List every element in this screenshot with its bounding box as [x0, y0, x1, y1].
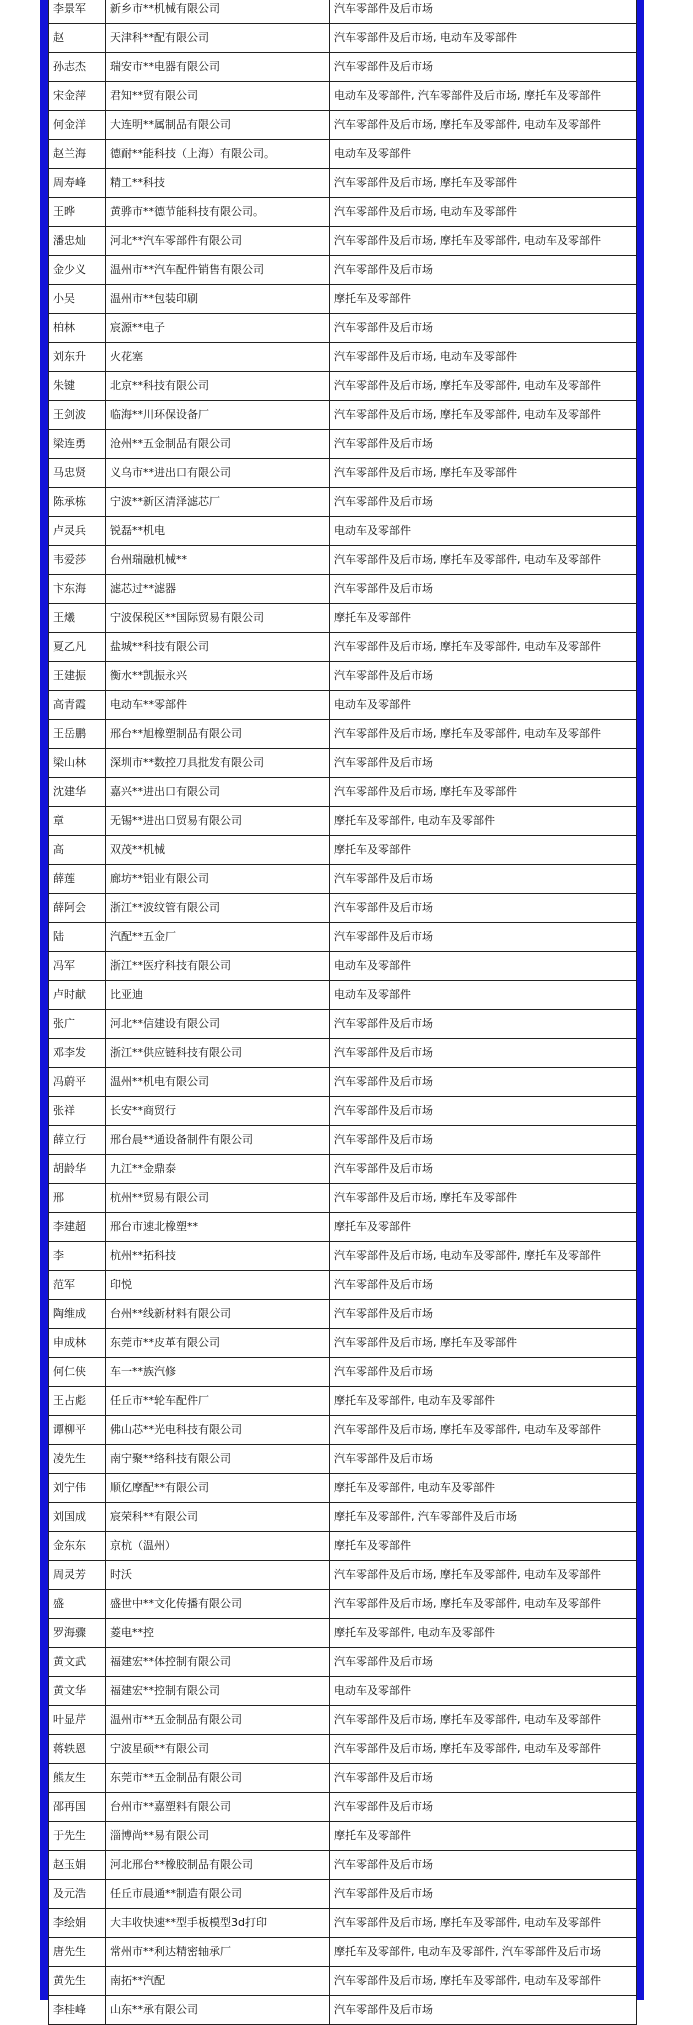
contact-name-cell: 何金洋 — [49, 111, 106, 140]
table-row — [49, 1329, 637, 1358]
contact-name-cell: 潘忠灿 — [49, 227, 106, 256]
table-row — [49, 1242, 637, 1271]
company-name-cell: 时沃 — [106, 1561, 330, 1590]
company-name-cell: 台州市**嘉塑料有限公司 — [106, 1793, 330, 1822]
category-cell: 摩托车及零部件 — [330, 285, 637, 314]
table-row — [49, 923, 637, 952]
contact-name-cell: 金东东 — [49, 1532, 106, 1561]
category-cell: 汽车零部件及后市场, 摩托车及零部件, 电动车及零部件 — [330, 1909, 637, 1938]
company-name-cell: 东莞市**五金制品有限公司 — [106, 1764, 330, 1793]
company-name-cell: 火花塞 — [106, 343, 330, 372]
table-row — [49, 1010, 637, 1039]
category-cell: 电动车及零部件 — [330, 981, 637, 1010]
table-row — [49, 285, 637, 314]
contact-name-cell: 黄文华 — [49, 1677, 106, 1706]
company-name-cell: 比亚迪 — [106, 981, 330, 1010]
category-cell: 汽车零部件及后市场 — [330, 488, 637, 517]
table-row — [49, 1271, 637, 1300]
contact-name-cell: 凌先生 — [49, 1445, 106, 1474]
table-row — [49, 517, 637, 546]
table-row — [49, 169, 637, 198]
contact-name-cell: 薛立行 — [49, 1126, 106, 1155]
category-cell: 汽车零部件及后市场, 摩托车及零部件, 电动车及零部件 — [330, 372, 637, 401]
category-cell: 摩托车及零部件, 电动车及零部件 — [330, 1474, 637, 1503]
table-row — [49, 720, 637, 749]
table-row — [49, 662, 637, 691]
table-row — [49, 1590, 637, 1619]
company-name-cell: 宁波**新区清泽滤芯厂 — [106, 488, 330, 517]
category-cell: 汽车零部件及后市场, 摩托车及零部件, 电动车及零部件 — [330, 633, 637, 662]
exhibitor-table-container — [48, 0, 636, 2016]
category-cell: 汽车零部件及后市场 — [330, 53, 637, 82]
contact-name-cell: 邢 — [49, 1184, 106, 1213]
category-cell: 摩托车及零部件, 电动车及零部件 — [330, 1387, 637, 1416]
contact-name-cell: 赵玉娟 — [49, 1851, 106, 1880]
contact-name-cell: 赵兰海 — [49, 140, 106, 169]
company-name-cell: 衡水**凯振永兴 — [106, 662, 330, 691]
contact-name-cell: 李绘娟 — [49, 1909, 106, 1938]
category-cell: 汽车零部件及后市场, 摩托车及零部件, 电动车及零部件 — [330, 1735, 637, 1764]
company-name-cell: 顺亿摩配**有限公司 — [106, 1474, 330, 1503]
table-row — [49, 1735, 637, 1764]
table-row — [49, 1561, 637, 1590]
category-cell: 摩托车及零部件 — [330, 604, 637, 633]
category-cell: 摩托车及零部件 — [330, 1822, 637, 1851]
company-name-cell: 淄博尚**易有限公司 — [106, 1822, 330, 1851]
table-row — [49, 372, 637, 401]
table-row — [49, 1880, 637, 1909]
table-row — [49, 952, 637, 981]
table-row — [49, 343, 637, 372]
contact-name-cell: 于先生 — [49, 1822, 106, 1851]
contact-name-cell: 谭柳平 — [49, 1416, 106, 1445]
table-row — [49, 1967, 637, 1996]
company-name-cell: 印悦 — [106, 1271, 330, 1300]
contact-name-cell: 熊友生 — [49, 1764, 106, 1793]
company-name-cell: 南拓**汽配 — [106, 1967, 330, 1996]
contact-name-cell: 黄先生 — [49, 1967, 106, 1996]
contact-name-cell: 高青霞 — [49, 691, 106, 720]
contact-name-cell: 盛 — [49, 1590, 106, 1619]
table-row — [49, 1387, 637, 1416]
contact-name-cell: 李 — [49, 1242, 106, 1271]
category-cell: 电动车及零部件 — [330, 140, 637, 169]
contact-name-cell: 叶显芹 — [49, 1706, 106, 1735]
contact-name-cell: 刘宁伟 — [49, 1474, 106, 1503]
table-row — [49, 1126, 637, 1155]
company-name-cell: 福建宏**体控制有限公司 — [106, 1648, 330, 1677]
contact-name-cell: 王建振 — [49, 662, 106, 691]
contact-name-cell: 申成林 — [49, 1329, 106, 1358]
company-name-cell: 浙江**供应链科技有限公司 — [106, 1039, 330, 1068]
category-cell: 电动车及零部件, 汽车零部件及后市场, 摩托车及零部件 — [330, 82, 637, 111]
table-row — [49, 633, 637, 662]
contact-name-cell: 马忠贤 — [49, 459, 106, 488]
table-row — [49, 488, 637, 517]
contact-name-cell: 陶维成 — [49, 1300, 106, 1329]
contact-name-cell: 范军 — [49, 1271, 106, 1300]
company-name-cell: 九江**金鼎泰 — [106, 1155, 330, 1184]
company-name-cell: 义乌市**进出口有限公司 — [106, 459, 330, 488]
company-name-cell: 浙江**医疗科技有限公司 — [106, 952, 330, 981]
company-name-cell: 双茂**机械 — [106, 836, 330, 865]
contact-name-cell: 胡龄华 — [49, 1155, 106, 1184]
company-name-cell: 任丘市晨通**制造有限公司 — [106, 1880, 330, 1909]
contact-name-cell: 张广 — [49, 1010, 106, 1039]
contact-name-cell: 高 — [49, 836, 106, 865]
category-cell: 汽车零部件及后市场 — [330, 923, 637, 952]
table-row — [49, 1532, 637, 1561]
category-cell: 汽车零部件及后市场 — [330, 0, 637, 24]
exhibitor-table-body — [49, 0, 637, 2025]
category-cell: 汽车零部件及后市场 — [330, 894, 637, 923]
category-cell: 汽车零部件及后市场 — [330, 1097, 637, 1126]
contact-name-cell: 卢灵兵 — [49, 517, 106, 546]
table-row — [49, 1474, 637, 1503]
company-name-cell: 杭州**贸易有限公司 — [106, 1184, 330, 1213]
category-cell: 汽车零部件及后市场, 摩托车及零部件, 电动车及零部件 — [330, 1590, 637, 1619]
contact-name-cell: 卢时献 — [49, 981, 106, 1010]
company-name-cell: 温州市**汽车配件销售有限公司 — [106, 256, 330, 285]
category-cell: 汽车零部件及后市场, 摩托车及零部件, 电动车及零部件 — [330, 1706, 637, 1735]
contact-name-cell: 冯蔚平 — [49, 1068, 106, 1097]
company-name-cell: 深圳市**数控刀具批发有限公司 — [106, 749, 330, 778]
contact-name-cell: 蒋轶恩 — [49, 1735, 106, 1764]
category-cell: 汽车零部件及后市场, 摩托车及零部件 — [330, 778, 637, 807]
category-cell: 汽车零部件及后市场, 摩托车及零部件, 电动车及零部件 — [330, 546, 637, 575]
category-cell: 汽车零部件及后市场 — [330, 1126, 637, 1155]
company-name-cell: 大丰收快速**型手板模型3d打印 — [106, 1909, 330, 1938]
contact-name-cell: 金少义 — [49, 256, 106, 285]
company-name-cell: 宸荣科**有限公司 — [106, 1503, 330, 1532]
table-row — [49, 459, 637, 488]
table-row — [49, 691, 637, 720]
table-row — [49, 1213, 637, 1242]
category-cell: 汽车零部件及后市场 — [330, 1039, 637, 1068]
category-cell: 摩托车及零部件, 电动车及零部件, 汽车零部件及后市场 — [330, 1938, 637, 1967]
company-name-cell: 长安**商贸行 — [106, 1097, 330, 1126]
table-row — [49, 981, 637, 1010]
category-cell: 汽车零部件及后市场 — [330, 256, 637, 285]
category-cell: 汽车零部件及后市场 — [330, 1300, 637, 1329]
contact-name-cell: 王占彪 — [49, 1387, 106, 1416]
company-name-cell: 廊坊**铝业有限公司 — [106, 865, 330, 894]
table-row — [49, 1938, 637, 1967]
category-cell: 摩托车及零部件 — [330, 1532, 637, 1561]
contact-name-cell: 冯军 — [49, 952, 106, 981]
contact-name-cell: 柏林 — [49, 314, 106, 343]
company-name-cell: 佛山芯**光电科技有限公司 — [106, 1416, 330, 1445]
company-name-cell: 邢台市速北橡塑** — [106, 1213, 330, 1242]
category-cell: 汽车零部件及后市场 — [330, 1358, 637, 1387]
table-row — [49, 1097, 637, 1126]
table-row — [49, 1706, 637, 1735]
contact-name-cell: 梁山林 — [49, 749, 106, 778]
contact-name-cell: 王爔 — [49, 604, 106, 633]
table-row — [49, 53, 637, 82]
category-cell: 汽车零部件及后市场 — [330, 1793, 637, 1822]
table-row — [49, 1300, 637, 1329]
contact-name-cell: 朱键 — [49, 372, 106, 401]
category-cell: 汽车零部件及后市场 — [330, 1155, 637, 1184]
company-name-cell: 河北**信建设有限公司 — [106, 1010, 330, 1039]
table-row — [49, 198, 637, 227]
contact-name-cell: 邓李发 — [49, 1039, 106, 1068]
contact-name-cell: 孙志杰 — [49, 53, 106, 82]
company-name-cell: 温州市**包装印刷 — [106, 285, 330, 314]
table-row — [49, 314, 637, 343]
category-cell: 汽车零部件及后市场, 摩托车及零部件, 电动车及零部件 — [330, 1416, 637, 1445]
company-name-cell: 嘉兴**进出口有限公司 — [106, 778, 330, 807]
category-cell: 汽车零部件及后市场 — [330, 1880, 637, 1909]
category-cell: 汽车零部件及后市场, 摩托车及零部件 — [330, 1329, 637, 1358]
category-cell: 电动车及零部件 — [330, 691, 637, 720]
category-cell: 汽车零部件及后市场, 摩托车及零部件, 电动车及零部件 — [330, 111, 637, 140]
category-cell: 电动车及零部件 — [330, 517, 637, 546]
category-cell: 汽车零部件及后市场 — [330, 1851, 637, 1880]
contact-name-cell: 陆 — [49, 923, 106, 952]
table-row — [49, 807, 637, 836]
company-name-cell: 菱电**控 — [106, 1619, 330, 1648]
contact-name-cell: 邵再国 — [49, 1793, 106, 1822]
category-cell: 汽车零部件及后市场, 电动车及零部件 — [330, 24, 637, 53]
table-row — [49, 1677, 637, 1706]
contact-name-cell: 李景军 — [49, 0, 106, 24]
table-row — [49, 1822, 637, 1851]
contact-name-cell: 韦爱莎 — [49, 546, 106, 575]
category-cell: 摩托车及零部件 — [330, 1213, 637, 1242]
table-row — [49, 865, 637, 894]
category-cell: 汽车零部件及后市场 — [330, 1996, 637, 2025]
company-name-cell: 杭州**拓科技 — [106, 1242, 330, 1271]
table-row — [49, 1416, 637, 1445]
contact-name-cell: 小吴 — [49, 285, 106, 314]
table-row — [49, 1909, 637, 1938]
table-row — [49, 1184, 637, 1213]
contact-name-cell: 薛阿会 — [49, 894, 106, 923]
company-name-cell: 常州市**利达精密轴承厂 — [106, 1938, 330, 1967]
category-cell: 汽车零部件及后市场, 摩托车及零部件, 电动车及零部件 — [330, 720, 637, 749]
company-name-cell: 天津科**配有限公司 — [106, 24, 330, 53]
category-cell: 汽车零部件及后市场, 电动车及零部件 — [330, 343, 637, 372]
contact-name-cell: 周寿峰 — [49, 169, 106, 198]
table-row — [49, 1358, 637, 1387]
contact-name-cell: 章 — [49, 807, 106, 836]
contact-name-cell: 罗海骤 — [49, 1619, 106, 1648]
company-name-cell: 台州瑞融机械** — [106, 546, 330, 575]
company-name-cell: 福建宏**控制有限公司 — [106, 1677, 330, 1706]
company-name-cell: 新乡市**机械有限公司 — [106, 0, 330, 24]
company-name-cell: 盛世中**文化传播有限公司 — [106, 1590, 330, 1619]
company-name-cell: 温州**机电有限公司 — [106, 1068, 330, 1097]
table-row — [49, 1445, 637, 1474]
table-row — [49, 1764, 637, 1793]
company-name-cell: 汽配**五金厂 — [106, 923, 330, 952]
category-cell: 汽车零部件及后市场 — [330, 314, 637, 343]
company-name-cell: 山东**承有限公司 — [106, 1996, 330, 2025]
table-row — [49, 778, 637, 807]
contact-name-cell: 刘东升 — [49, 343, 106, 372]
table-row — [49, 1503, 637, 1532]
contact-name-cell: 梁连勇 — [49, 430, 106, 459]
table-row — [49, 140, 637, 169]
company-name-cell: 河北**汽车零部件有限公司 — [106, 227, 330, 256]
company-name-cell: 北京**科技有限公司 — [106, 372, 330, 401]
category-cell: 汽车零部件及后市场, 电动车及零部件 — [330, 198, 637, 227]
table-row — [49, 256, 637, 285]
company-name-cell: 台州**线新材料有限公司 — [106, 1300, 330, 1329]
contact-name-cell: 及元浩 — [49, 1880, 106, 1909]
company-name-cell: 宸源**电子 — [106, 314, 330, 343]
table-row — [49, 1793, 637, 1822]
category-cell: 汽车零部件及后市场, 摩托车及零部件, 电动车及零部件 — [330, 1561, 637, 1590]
category-cell: 汽车零部件及后市场 — [330, 749, 637, 778]
category-cell: 摩托车及零部件, 电动车及零部件 — [330, 1619, 637, 1648]
company-name-cell: 君知**贸有限公司 — [106, 82, 330, 111]
company-name-cell: 盐城**科技有限公司 — [106, 633, 330, 662]
company-name-cell: 宁波保税区**国际贸易有限公司 — [106, 604, 330, 633]
company-name-cell: 滤芯过**滤器 — [106, 575, 330, 604]
contact-name-cell: 周灵芳 — [49, 1561, 106, 1590]
contact-name-cell: 赵 — [49, 24, 106, 53]
table-row — [49, 749, 637, 778]
company-name-cell: 精工**科技 — [106, 169, 330, 198]
contact-name-cell: 薛莲 — [49, 865, 106, 894]
category-cell: 汽车零部件及后市场, 摩托车及零部件 — [330, 459, 637, 488]
company-name-cell: 京杭（温州） — [106, 1532, 330, 1561]
company-name-cell: 黄骅市**德节能科技有限公司。 — [106, 198, 330, 227]
category-cell: 汽车零部件及后市场, 摩托车及零部件 — [330, 1184, 637, 1213]
table-row — [49, 111, 637, 140]
category-cell: 汽车零部件及后市场 — [330, 1445, 637, 1474]
category-cell: 电动车及零部件 — [330, 1677, 637, 1706]
contact-name-cell: 唐先生 — [49, 1938, 106, 1967]
table-row — [49, 227, 637, 256]
table-row — [49, 1619, 637, 1648]
category-cell: 汽车零部件及后市场, 摩托车及零部件, 电动车及零部件 — [330, 1967, 637, 1996]
contact-name-cell: 沈建华 — [49, 778, 106, 807]
company-name-cell: 河北邢台**橡胶制品有限公司 — [106, 1851, 330, 1880]
category-cell: 摩托车及零部件, 电动车及零部件 — [330, 807, 637, 836]
category-cell: 摩托车及零部件 — [330, 836, 637, 865]
table-row — [49, 24, 637, 53]
category-cell: 汽车零部件及后市场 — [330, 662, 637, 691]
company-name-cell: 邢台**旭橡塑制品有限公司 — [106, 720, 330, 749]
table-row — [49, 894, 637, 923]
company-name-cell: 临海**川环保设备厂 — [106, 401, 330, 430]
company-name-cell: 锐磊**机电 — [106, 517, 330, 546]
company-name-cell: 德耐**能科技（上海）有限公司。 — [106, 140, 330, 169]
company-name-cell: 沧州**五金制品有限公司 — [106, 430, 330, 459]
contact-name-cell: 何仁侠 — [49, 1358, 106, 1387]
table-row — [49, 546, 637, 575]
contact-name-cell: 李建超 — [49, 1213, 106, 1242]
company-name-cell: 南宁聚**络科技有限公司 — [106, 1445, 330, 1474]
contact-name-cell: 夏乙凡 — [49, 633, 106, 662]
category-cell: 摩托车及零部件, 汽车零部件及后市场 — [330, 1503, 637, 1532]
company-name-cell: 瑞安市**电器有限公司 — [106, 53, 330, 82]
table-row — [49, 1155, 637, 1184]
company-name-cell: 任丘市**轮车配件厂 — [106, 1387, 330, 1416]
category-cell: 汽车零部件及后市场 — [330, 430, 637, 459]
contact-name-cell: 陈承栋 — [49, 488, 106, 517]
category-cell: 汽车零部件及后市场 — [330, 1010, 637, 1039]
category-cell: 汽车零部件及后市场 — [330, 865, 637, 894]
table-row — [49, 1039, 637, 1068]
table-row — [49, 0, 637, 24]
table-row — [49, 1068, 637, 1097]
contact-name-cell: 宋金萍 — [49, 82, 106, 111]
contact-name-cell: 王剑波 — [49, 401, 106, 430]
contact-name-cell: 王岳鹏 — [49, 720, 106, 749]
contact-name-cell: 卞东海 — [49, 575, 106, 604]
exhibitor-table — [48, 0, 637, 2025]
category-cell: 汽车零部件及后市场, 摩托车及零部件 — [330, 169, 637, 198]
table-row — [49, 1851, 637, 1880]
category-cell: 汽车零部件及后市场 — [330, 575, 637, 604]
company-name-cell: 车一**族汽修 — [106, 1358, 330, 1387]
table-row — [49, 836, 637, 865]
contact-name-cell: 王晔 — [49, 198, 106, 227]
contact-name-cell: 张祥 — [49, 1097, 106, 1126]
company-name-cell: 浙江**波纹管有限公司 — [106, 894, 330, 923]
category-cell: 汽车零部件及后市场, 摩托车及零部件, 电动车及零部件 — [330, 227, 637, 256]
contact-name-cell: 刘国成 — [49, 1503, 106, 1532]
company-name-cell: 无锡**进出口贸易有限公司 — [106, 807, 330, 836]
table-row — [49, 401, 637, 430]
contact-name-cell: 李桂峰 — [49, 1996, 106, 2025]
table-row — [49, 82, 637, 111]
table-row — [49, 604, 637, 633]
company-name-cell: 宁波星硕**有限公司 — [106, 1735, 330, 1764]
company-name-cell: 大连明**属制品有限公司 — [106, 111, 330, 140]
table-row — [49, 1648, 637, 1677]
category-cell: 汽车零部件及后市场 — [330, 1764, 637, 1793]
company-name-cell: 邢台晨**通设备制件有限公司 — [106, 1126, 330, 1155]
category-cell: 汽车零部件及后市场 — [330, 1271, 637, 1300]
category-cell: 汽车零部件及后市场 — [330, 1068, 637, 1097]
table-row — [49, 430, 637, 459]
table-row — [49, 1996, 637, 2025]
company-name-cell: 电动车**零部件 — [106, 691, 330, 720]
company-name-cell: 东莞市**皮革有限公司 — [106, 1329, 330, 1358]
category-cell: 汽车零部件及后市场, 摩托车及零部件, 电动车及零部件 — [330, 401, 637, 430]
contact-name-cell: 黄文武 — [49, 1648, 106, 1677]
company-name-cell: 温州市**五金制品有限公司 — [106, 1706, 330, 1735]
table-row — [49, 575, 637, 604]
category-cell: 汽车零部件及后市场 — [330, 1648, 637, 1677]
category-cell: 汽车零部件及后市场, 电动车及零部件, 摩托车及零部件 — [330, 1242, 637, 1271]
category-cell: 电动车及零部件 — [330, 952, 637, 981]
